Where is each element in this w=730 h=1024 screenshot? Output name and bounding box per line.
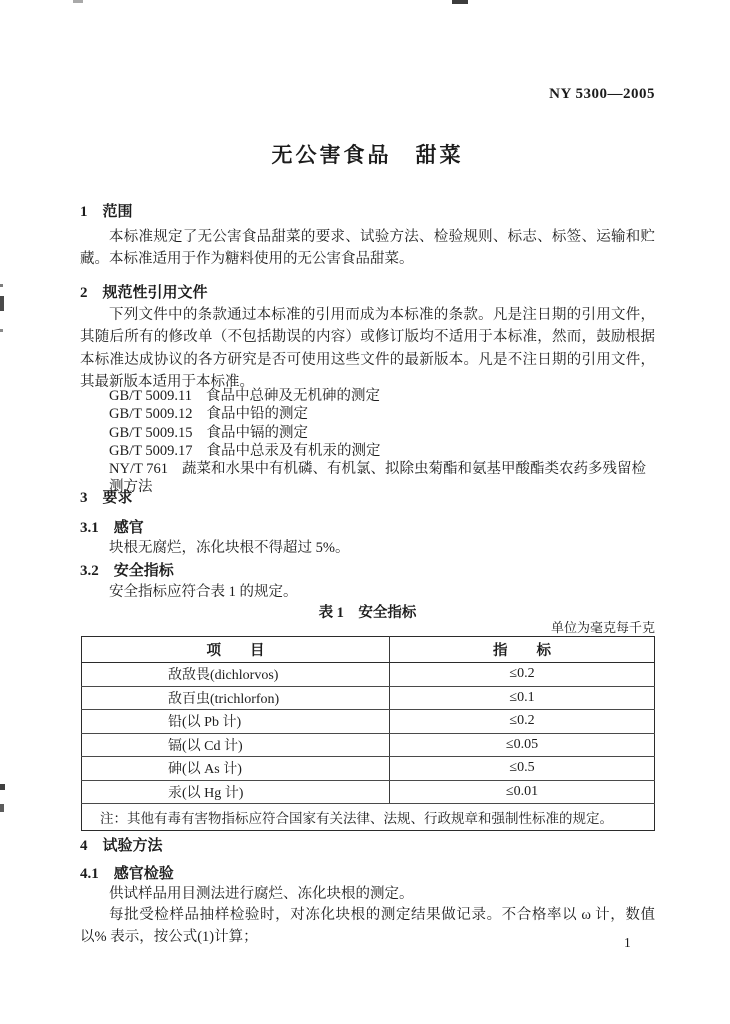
table-note: 注：其他有毒有害物指标应符合国家有关法律、法规、行政规章和强制性标准的规定。 — [100, 811, 613, 826]
reference-code: GB/T 5009.11 — [109, 388, 192, 404]
standard-number: NY 5300—2005 — [549, 86, 655, 102]
section-1-paragraph: 本标准规定了无公害食品甜菜的要求、试验方法、检验规则、标志、标签、运输和贮藏。 — [80, 229, 655, 268]
table-header-row — [82, 637, 655, 663]
table-cell-limit: ≤0.5 — [390, 757, 655, 781]
table-caption: 表 1 安全指标 — [318, 605, 417, 621]
reference-title: 蔬菜和水果中有机磷、有机氯、拟除虫菊酯和氨基甲酸酯类农药多残留检测方法 — [109, 461, 646, 496]
scan-artifact — [0, 804, 4, 812]
section-3-2-paragraph: 安全指标应符合表 1 的规定。 — [109, 584, 298, 600]
safety-table — [81, 636, 655, 831]
section-4-1-heading: 4.1 感官检验 — [80, 866, 174, 882]
reference-item — [80, 387, 655, 405]
table-cell-item: 敌敌畏(dichlorvos) — [82, 663, 390, 687]
reference-item — [80, 424, 655, 442]
safety-table-wrapper — [81, 636, 654, 831]
reference-list — [80, 387, 655, 497]
table-cell-limit: ≤0.2 — [390, 663, 655, 687]
table-cell-item: 砷(以 As 计) — [82, 757, 390, 781]
section-3-1-heading: 3.1 感官 — [80, 520, 144, 536]
reference-code: NY/T 761 — [109, 461, 168, 478]
table-row — [82, 710, 655, 734]
table-cell-item: 汞(以 Hg 计) — [82, 780, 390, 804]
table-row — [82, 663, 655, 687]
table-note-row — [82, 804, 655, 831]
reference-item — [80, 442, 655, 460]
reference-title: 食品中铅的测定 — [206, 406, 309, 423]
table-row — [82, 686, 655, 710]
section-2-heading: 2 规范性引用文件 — [80, 285, 208, 301]
section-4-heading: 4 试验方法 — [80, 838, 163, 854]
table-row — [82, 733, 655, 757]
table-cell-limit: ≤0.05 — [390, 733, 655, 757]
section-1-paragraph: 本标准适用于作为糖料使用的无公害食品甜菜。 — [109, 251, 414, 267]
table-cell-item: 敌百虫(trichlorfon) — [82, 686, 390, 710]
table-cell-limit: ≤0.1 — [390, 686, 655, 710]
scan-artifact — [0, 329, 3, 332]
reference-code: GB/T 5009.15 — [109, 424, 193, 441]
section-3-1-paragraph: 块根无腐烂，冻化块根不得超过 5%。 — [109, 540, 350, 556]
table-cell-item: 铅(以 Pb 计) — [82, 710, 390, 734]
table-unit-note: 单位为毫克每千克 — [550, 620, 655, 635]
table-header-limit: 指 标 — [390, 637, 655, 663]
scan-artifact — [0, 284, 3, 287]
section-3-2-heading: 3.2 安全指标 — [80, 563, 174, 579]
reference-title: 食品中镉的测定 — [206, 424, 309, 441]
scan-artifact — [0, 784, 5, 790]
scan-artifact — [452, 0, 468, 4]
section-1-heading: 1 范围 — [80, 204, 133, 220]
reference-code: GB/T 5009.17 — [109, 442, 193, 459]
reference-item — [80, 405, 655, 423]
table-row — [82, 780, 655, 804]
table-header-item: 项 目 — [82, 637, 390, 663]
section-2-paragraph: 下列文件中的条款通过本标准的引用而成为本标准的条款。凡是注日期的引用文件，其随后所有的修改单（不包括勘误的内容）或修订版均不适用于本标准，然而，鼓励根据本标准达成协议的各方研究是否可使用这些文件的最新版本。凡是不注日期的引用文件，其最新版本适用于本标准。 — [80, 307, 655, 391]
reference-code: GB/T 5009.12 — [109, 406, 193, 423]
page-number: 1 — [624, 935, 631, 950]
reference-title: 食品中总汞及有机汞的测定 — [206, 442, 381, 459]
table-cell-item: 镉(以 Cd 计) — [82, 733, 390, 757]
table-cell-limit: ≤0.2 — [390, 710, 655, 734]
table-row — [82, 757, 655, 781]
section-3-heading: 3 要求 — [80, 490, 133, 506]
reference-title: 食品中总砷及无机砷的测定 — [205, 388, 380, 404]
scan-artifact — [73, 0, 83, 3]
table-cell-limit: ≤0.01 — [390, 780, 655, 804]
page-title: 无公害食品 甜菜 — [271, 143, 464, 167]
section-4-1-paragraph: 供试样品用目测法进行腐烂、冻化块根的测定。 — [109, 886, 414, 902]
section-4-1-paragraph: 每批受检样品抽样检验时，对冻化块根的测定结果做记录。不合格率以 ω 计，数值以% 表示，按公式(1)计算； — [80, 907, 655, 946]
scan-artifact — [0, 296, 4, 311]
